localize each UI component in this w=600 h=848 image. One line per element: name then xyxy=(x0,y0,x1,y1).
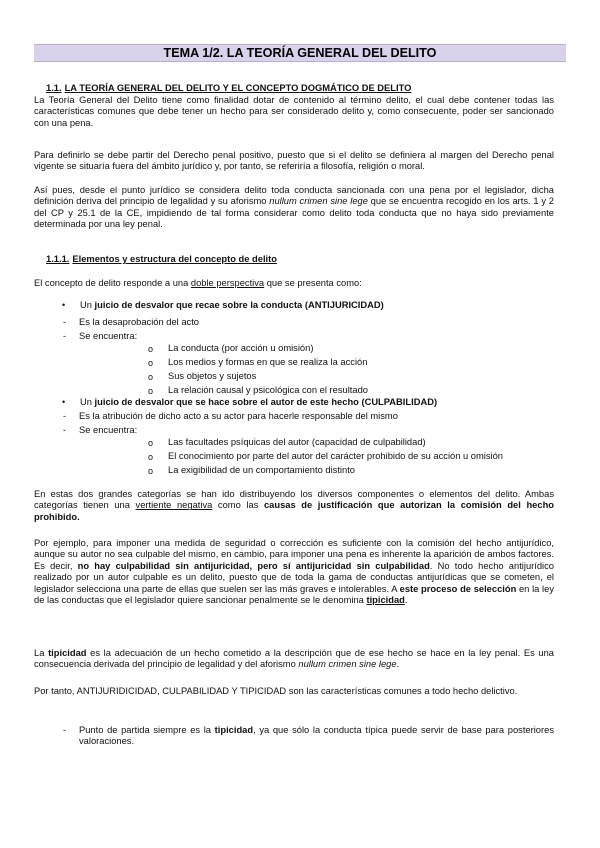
dash-marker: - xyxy=(63,725,66,735)
paragraph-example: Por ejemplo, para imponer una medida de seguridad o corrección es suficiente con la comisión del hecho antijurídico, aunque su autor no sea culpable del mismo, en cambio, para imponer una pena es inherente la aparición de ambos factores. Es decir, no hay culpabilidad sin antijuricidad, pero sí antijuricidad sin culpabilidad. No todo hecho antijurídico realizado por un autor culpable es un delito, puesto que de toda la gama de conductas antijurídicas que se cometen, el legislador selecciona una parte de ellas que suelen ser las más graves e intolerables. A este proceso de selección en la ley de las conductas que el legislador quiere sancionar penalmente se le denomina tipicidad. xyxy=(34,538,554,606)
dash-marker: - xyxy=(63,317,66,327)
circle-marker: o xyxy=(148,452,154,462)
circle-marker: o xyxy=(148,386,154,396)
sub-list-item: Las facultades psíquicas del autor (capacidad de culpabilidad) xyxy=(168,437,426,447)
sub-list-item: Los medios y formas en que se realiza la acción xyxy=(168,357,368,367)
subsection-number: 1.1.1. xyxy=(46,254,70,264)
dash-item: Se encuentra: xyxy=(79,331,138,341)
dash-marker: - xyxy=(63,411,66,421)
underlined-term: tipicidad xyxy=(366,595,405,606)
paragraph-summary: Por tanto, ANTIJURIDICIDAD, CULPABILIDAD Y TIPICIDAD son las características comunes a todo hecho delictivo. xyxy=(34,686,518,696)
bullet-culpabilidad: Un juicio de desvalor que se hace sobre el autor de este hecho (CULPABILIDAD) xyxy=(80,397,438,407)
circle-marker: o xyxy=(148,438,154,448)
paragraph-definition: Para definirlo se debe partir del Derecho penal positivo, puesto que si el delito se definiera al margen del Derecho penal vigente se situaría fuera del ámbito jurídico y, por tanto, se referiría a filosofía, religión o moral. xyxy=(34,150,554,172)
bullet-marker: • xyxy=(62,397,66,407)
paragraph-legal-definition: Así pues, desde el punto jurídico se considera delito toda conducta sancionada con una pena por el legislador, dicha definición deriva del principio de legalidad y su aforismo nullum crimen sine lege que se encuentra recogido en los arts. 1 y 2 del CP y 25.1 de la CE, impidiendo de tal forma considerar como delito toda conducta que no haya sido previamente determinada por una ley penal. xyxy=(34,185,554,230)
latin-aforism: nullum crimen sine lege xyxy=(269,196,368,207)
dash-marker: - xyxy=(63,425,66,435)
paragraph-double-perspective: El concepto de delito responde a una doble perspectiva que se presenta como: xyxy=(34,278,362,288)
paragraph-tipicidad: La tipicidad es la adecuación de un hecho cometido a la descripción que de ese hecho se hace en la ley penal. Es una consecuencia derivada del principio de legalidad y del aforismo nullum crimen sine lege. xyxy=(34,648,554,670)
dash-marker: - xyxy=(63,331,66,341)
section-number: 1.1. xyxy=(46,83,62,93)
dash-item: Es la desaprobación del acto xyxy=(79,317,199,327)
sub-list-item: La conducta (por acción u omisión) xyxy=(168,343,314,353)
sub-list-item: El conocimiento por parte del autor del carácter prohibido de su acción u omisión xyxy=(168,451,504,461)
bullet-antijuricidad: Un juicio de desvalor que recae sobre la conducta (ANTIJURICIDAD) xyxy=(80,300,384,310)
sub-list-item: La exigibilidad de un comportamiento distinto xyxy=(168,465,355,475)
subsection-heading xyxy=(46,253,277,265)
circle-marker: o xyxy=(148,358,154,368)
dash-item: Es la atribución de dicho acto a su actor para hacerle responsable del mismo xyxy=(79,411,398,421)
bullet-marker: • xyxy=(62,300,66,310)
underlined-term: vertiente negativa xyxy=(135,500,213,511)
paragraph-intro: La Teoría General del Delito tiene como finalidad dotar de contenido al término delito, el cual debe contener todas las características comunes que debe tener un hecho para ser considerado delito y, como consecuente, poder ser sancionado con una pena. xyxy=(34,95,554,128)
sub-list-item: Sus objetos y sujetos xyxy=(168,371,257,381)
latin-aforism: nullum crimen sine lege xyxy=(298,659,397,670)
sub-list-item: La relación causal y psicológica con el resultado xyxy=(168,385,368,395)
circle-marker: o xyxy=(148,466,154,476)
underlined-term: doble perspectiva xyxy=(190,278,265,288)
circle-marker: o xyxy=(148,344,154,354)
document-title: TEMA 1/2. LA TEORÍA GENERAL DEL DELITO xyxy=(34,44,566,62)
paragraph-categories: En estas dos grandes categorías se han ido distribuyendo los diversos componentes o elementos del delito. Ambas categorías tienen una vertiente negativa como las causas de justificación que autorizan la comisión del hecho prohibido. xyxy=(34,489,554,522)
dash-item: Se encuentra: xyxy=(79,425,138,435)
subsection-heading-text: Elementos y estructura del concepto de delito xyxy=(72,254,277,264)
circle-marker: o xyxy=(148,372,154,382)
section-heading xyxy=(46,82,411,94)
section-heading-text: LA TEORÍA GENERAL DEL DELITO Y EL CONCEPTO DOGMÁTICO DE DELITO xyxy=(64,83,412,93)
dash-item-last: Punto de partida siempre es la tipicidad, ya que sólo la conducta típica puede servir de base para posteriores valoraciones. xyxy=(79,725,554,747)
